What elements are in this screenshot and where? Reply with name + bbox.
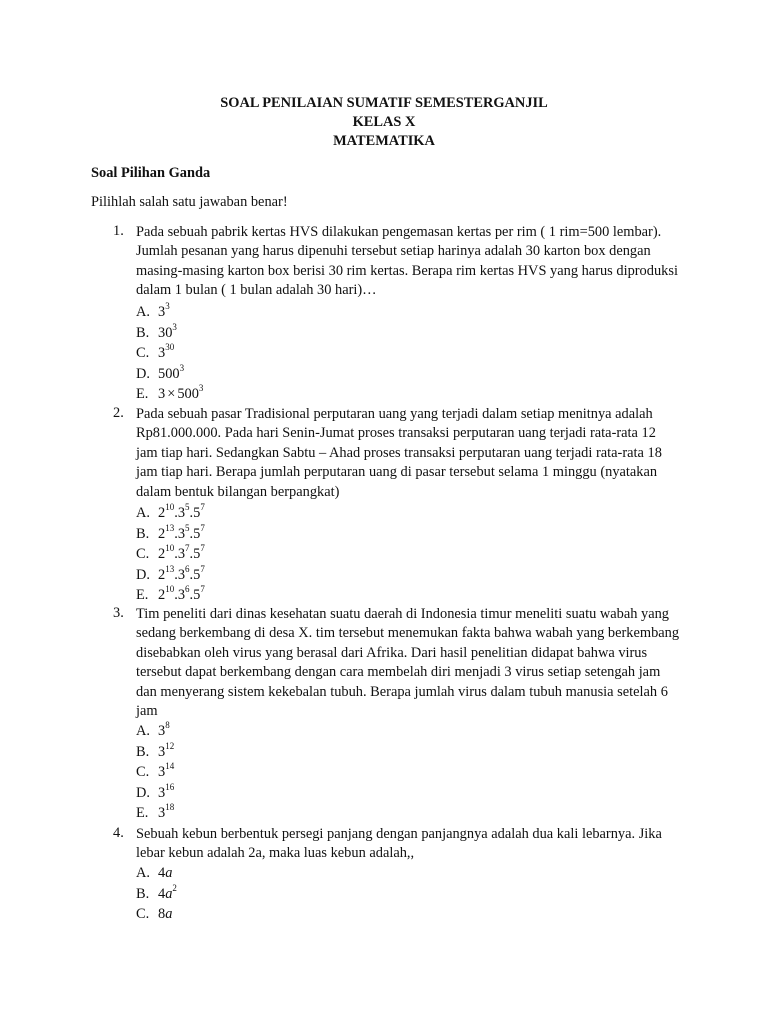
option-value [158, 783, 174, 804]
question-text: Pada sebuah pasar Tradisional perputaran uang yang terjadi dalam setiap menitnya adalah Rp81.000.000. Pada hari Senin-Jumat proses transaksi perputaran uang terjadi rata-rata 12 jam tiap hari. Sedangkan Sabtu – Ahad proses transaksi perputaran uang terjadi rata-rata 18 jam tiap hari. Berapa jumlah perputaran uang di pasar tersebut selama 1 minggu (nyatakan dalam bentuk bilangan berpangkat) [136, 406, 662, 500]
base: 5 [193, 587, 201, 603]
option-letter: E. [136, 386, 149, 402]
variable: a [165, 865, 173, 881]
base: 500 [177, 386, 199, 402]
exponent: 10 [165, 543, 175, 553]
option-value [158, 803, 174, 824]
option-letter: A. [136, 723, 150, 739]
option-letter: C. [136, 345, 150, 361]
option-value [158, 565, 205, 586]
option-letter: B. [136, 324, 150, 341]
exponent: 6 [185, 584, 190, 594]
exponent: 10 [165, 584, 175, 594]
dot: . [189, 525, 194, 542]
question-number: 1. [113, 223, 124, 239]
option-letter: B. [136, 743, 150, 760]
base: 3 [158, 723, 166, 739]
option-value [158, 742, 174, 763]
variable: a [165, 885, 173, 902]
exponent: 13 [165, 522, 175, 533]
dot: . [189, 546, 194, 562]
base: 3 [158, 304, 166, 320]
question-text: Sebuah kebun berbentuk persegi panjang dengan panjangnya adalah dua kali lebarnya. Jika lebar kebun adalah 2a, maka luas kebun adalah,, [136, 826, 662, 862]
base: 3 [158, 784, 166, 801]
base: 5 [193, 566, 201, 583]
base: 3 [177, 525, 186, 542]
exponent: 8 [165, 720, 170, 730]
base: 500 [158, 365, 180, 382]
dot: . [189, 566, 194, 583]
question-text: Pada sebuah pabrik kertas HVS dilakukan pengemasan kertas per rim ( 1 rim=500 lembar). Jumlah pesanan yang harus dipenuhi tersebut setiap harinya adalah 30 karton box dengan masing-masing karton box berisi 30 rim kertas. Berapa rim kertas HVS yang harus diproduksi dalam 1 bulan ( 1 bulan adalah 30 hari)… [136, 224, 678, 299]
exponent: 3 [179, 362, 185, 373]
option-value [158, 721, 170, 742]
coefficient: 4 [158, 865, 166, 881]
coefficient: 8 [158, 906, 166, 922]
question-number: 4. [113, 825, 124, 841]
exam-title: SOAL PENILAIAN SUMATIF SEMESTERGANJIL [220, 95, 548, 111]
option-letter: C. [136, 764, 150, 780]
exponent: 3 [198, 383, 204, 393]
option-letter: D. [136, 566, 150, 583]
instruction-text: Pilihlah salah satu jawaban benar! [91, 194, 288, 210]
class-label: KELAS X [352, 114, 416, 130]
base: 30 [158, 324, 173, 341]
variable: a [165, 906, 173, 922]
option-value [158, 503, 205, 524]
times-sign: × [167, 386, 176, 402]
option-value [158, 544, 205, 565]
exponent: 6 [185, 563, 190, 574]
option-letter: C. [136, 906, 150, 922]
base: 2 [158, 587, 166, 603]
option-letter: E. [136, 805, 149, 821]
option-letter: A. [136, 505, 150, 521]
option-letter: D. [136, 784, 150, 801]
option-letter: B. [136, 525, 150, 542]
exponent: 18 [165, 802, 175, 812]
option-value [158, 904, 172, 925]
document-header [0, 94, 768, 151]
option-value [158, 585, 205, 606]
exponent: 10 [165, 502, 175, 512]
base: 3 [177, 566, 186, 583]
option-value [158, 863, 172, 884]
base: 5 [193, 505, 201, 521]
exponent: 14 [165, 761, 175, 771]
option-value [158, 302, 170, 323]
dot: . [174, 505, 178, 521]
dot: . [174, 525, 178, 542]
exponent: 7 [200, 563, 205, 574]
exponent: 5 [185, 522, 190, 533]
dot: . [174, 546, 178, 562]
exponent: 7 [200, 522, 205, 533]
exponent: 30 [165, 342, 175, 352]
exponent: 7 [200, 543, 205, 553]
option-letter: A. [136, 304, 150, 320]
exponent: 7 [200, 584, 205, 594]
exponent: 3 [172, 321, 177, 332]
exponent: 7 [200, 502, 205, 512]
option-letter: B. [136, 885, 150, 902]
base: 3 [158, 764, 166, 780]
base: 3 [177, 505, 186, 521]
exponent: 13 [165, 563, 175, 574]
option-value [158, 762, 174, 783]
base: 3 [158, 805, 166, 821]
option-value [158, 323, 177, 344]
exponent: 12 [165, 740, 175, 751]
exponent: 16 [165, 781, 175, 792]
question-number: 2. [113, 405, 124, 421]
option-value [158, 364, 184, 385]
base: 3 [177, 587, 186, 603]
exponent: 2 [172, 882, 177, 893]
factor: 3 [158, 386, 166, 402]
dot: . [174, 566, 178, 583]
base: 3 [158, 743, 166, 760]
option-value [158, 343, 174, 364]
base: 3 [158, 345, 166, 361]
option-letter: C. [136, 546, 150, 562]
section-title: Soal Pilihan Ganda [91, 165, 211, 181]
option-letter: A. [136, 865, 150, 881]
subject-label: MATEMATIKA [333, 133, 435, 149]
option-letter: E. [136, 587, 149, 603]
base: 2 [158, 525, 166, 542]
exponent: 5 [185, 502, 190, 512]
base: 5 [193, 546, 201, 562]
option-value [158, 384, 203, 405]
base: 2 [158, 566, 166, 583]
dot: . [189, 505, 194, 521]
question-number: 3. [113, 605, 124, 621]
exponent: 3 [165, 301, 170, 311]
exponent: 7 [185, 543, 190, 553]
question-text: Tim peneliti dari dinas kesehatan suatu daerah di Indonesia timur meneliti suatu wabah yang sedang berkembang di desa X. tim tersebut menemukan fakta bahwa wabah yang berkembang disebabkan oleh virus yang berasal dari Afrika. Dari hasil penelitian didapat bahwa virus tersebut dapat berkembang dengan cara membelah diri menjadi 3 virus setiap setengah jam dan menyerang sistem kekebalan tubuh. Berapa jumlah virus dalam tubuh manusia setelah 6 jam [136, 606, 680, 720]
option-letter: D. [136, 365, 150, 382]
base: 2 [158, 505, 166, 521]
base: 5 [193, 525, 201, 542]
dot: . [174, 587, 178, 603]
coefficient: 4 [158, 885, 166, 902]
dot: . [189, 587, 194, 603]
option-value [158, 524, 205, 545]
option-value [158, 884, 177, 905]
base: 2 [158, 546, 166, 562]
base: 3 [177, 546, 186, 562]
